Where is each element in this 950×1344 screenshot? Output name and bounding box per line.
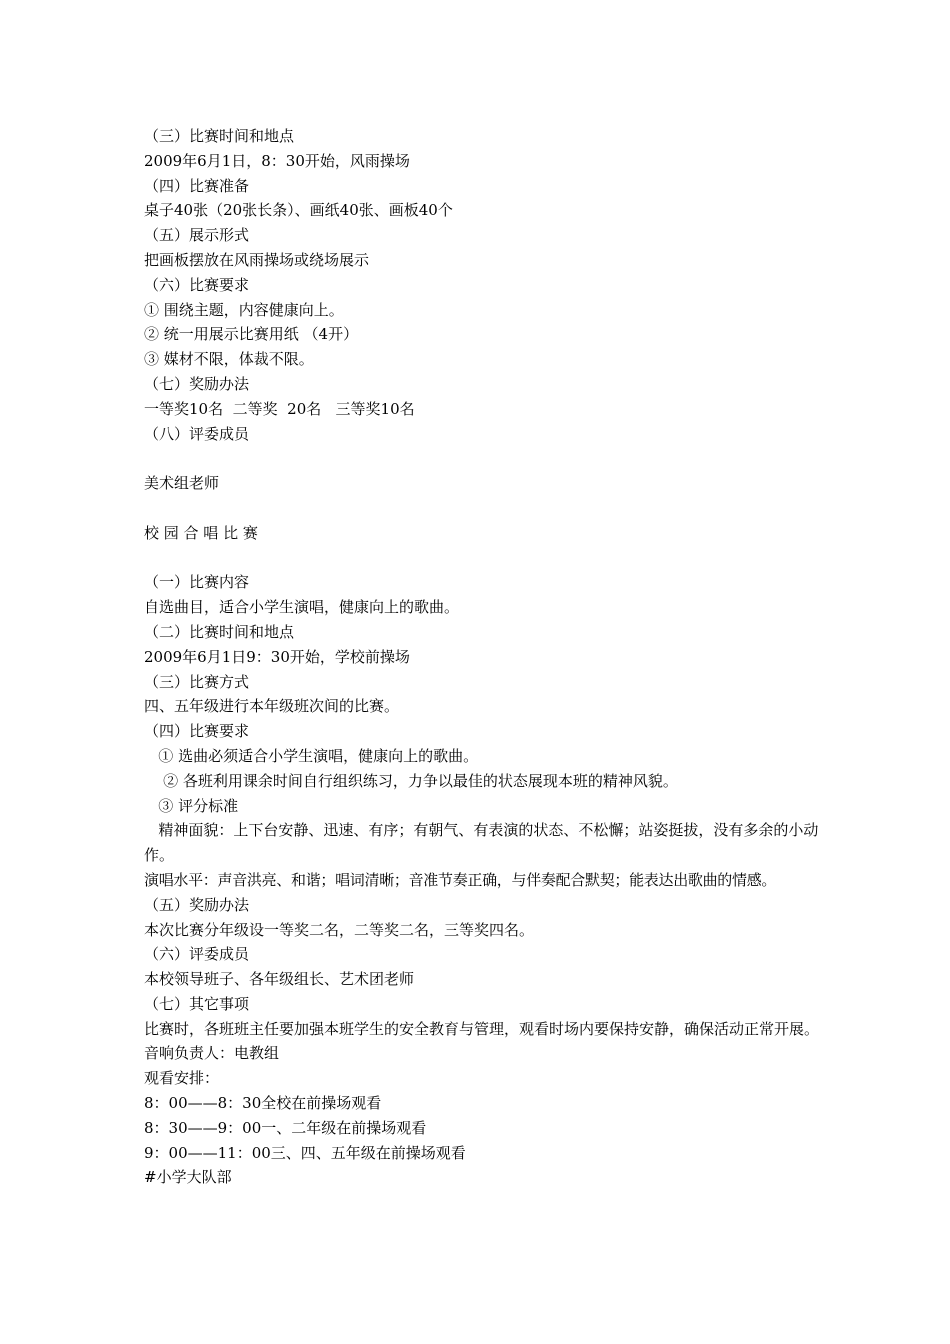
schedule-item-1: 8：00——8：30全校在前操场观看 — [144, 1094, 382, 1113]
choir-spirit-criteria: 精神面貌：上下台安静、迅速、有序；有朝气、有表演的状态、不松懈；站姿挺拔，没有多余的小动作。 — [144, 821, 819, 865]
heading-time-place: （三）比赛时间和地点 — [144, 127, 295, 145]
art-requirement-2: ② 统一用展示比赛用纸 （4开） — [144, 325, 359, 344]
choir-requirement-3: ③ 评分标准 — [144, 796, 239, 815]
choir-watch-heading: 观看安排： — [144, 1069, 220, 1088]
choir-other-text: 比赛时，各班班主任要加强本班学生的安全教育与管理，观看时场内要保持安静，确保活动正常开展。 — [144, 1019, 820, 1038]
heading-display-form: （五）展示形式 — [144, 226, 250, 245]
heading-requirements: （六）比赛要求 — [144, 275, 250, 294]
heading-other-matters: （七）其它事项 — [144, 994, 250, 1013]
art-awards-text: 一等奖10名 二等奖 20名 三等奖10名 — [144, 399, 415, 418]
choir-time-text: 2009年6月1日9：30开始，学校前操场 — [144, 647, 410, 666]
choir-format-text: 四、五年级进行本年级班次间的比赛。 — [144, 697, 400, 716]
choir-requirement-1: ① 选曲必须适合小学生演唱，健康向上的歌曲。 — [144, 746, 479, 765]
heading-format: （三）比赛方式 — [144, 672, 250, 691]
blank-line — [144, 546, 834, 571]
document-body — [144, 124, 834, 1190]
schedule-item-3: 9：00——11：00三、四、五年级在前操场观看 — [144, 1143, 466, 1162]
heading-content: （一）比赛内容 — [144, 573, 250, 592]
signature-text: #小学大队部 — [144, 1168, 232, 1187]
art-requirement-1: ① 围绕主题，内容健康向上。 — [144, 300, 344, 319]
choir-singing-criteria: 演唱水平：声音洪亮、和谐；唱词清晰；音准节奏正确，与伴奏配合默契；能表达出歌曲的情感。 — [144, 870, 777, 889]
art-time-text: 2009年6月1日，8：30开始，风雨操场 — [144, 151, 410, 170]
choir-sound-text: 音响负责人：电教组 — [144, 1044, 280, 1063]
choir-content-text: 自选曲目，适合小学生演唱，健康向上的歌曲。 — [144, 598, 460, 617]
art-requirement-3: ③ 媒材不限，体裁不限。 — [144, 350, 314, 369]
heading-requirements: （四）比赛要求 — [144, 722, 250, 741]
choir-requirement-2: ② 各班利用课余时间自行组织练习，力争以最佳的状态展现本班的精神风貌。 — [144, 771, 678, 790]
choir-awards-text: 本次比赛分年级设一等奖二名，二等奖二名，三等奖四名。 — [144, 920, 535, 939]
heading-judges: （八）评委成员 — [144, 424, 250, 443]
blank-line — [144, 496, 834, 521]
art-display-text: 把画板摆放在风雨操场或绕场展示 — [144, 250, 370, 269]
art-judges-text: 美术组老师 — [144, 474, 220, 493]
blank-line — [144, 446, 834, 471]
choir-section-title: 校 园 合 唱 比 赛 — [144, 523, 258, 542]
heading-judges: （六）评委成员 — [144, 945, 250, 964]
art-prep-text: 桌子40张（20张长条）、画纸40张、画板40个 — [144, 201, 453, 220]
heading-awards: （七）奖励办法 — [144, 374, 250, 393]
schedule-item-2: 8：30——9：00一、二年级在前操场观看 — [144, 1118, 427, 1137]
heading-time-place: （二）比赛时间和地点 — [144, 622, 295, 641]
heading-preparation: （四）比赛准备 — [144, 176, 250, 195]
heading-awards: （五）奖励办法 — [144, 895, 250, 914]
choir-judges-text: 本校领导班子、各年级组长、艺术团老师 — [144, 970, 415, 989]
